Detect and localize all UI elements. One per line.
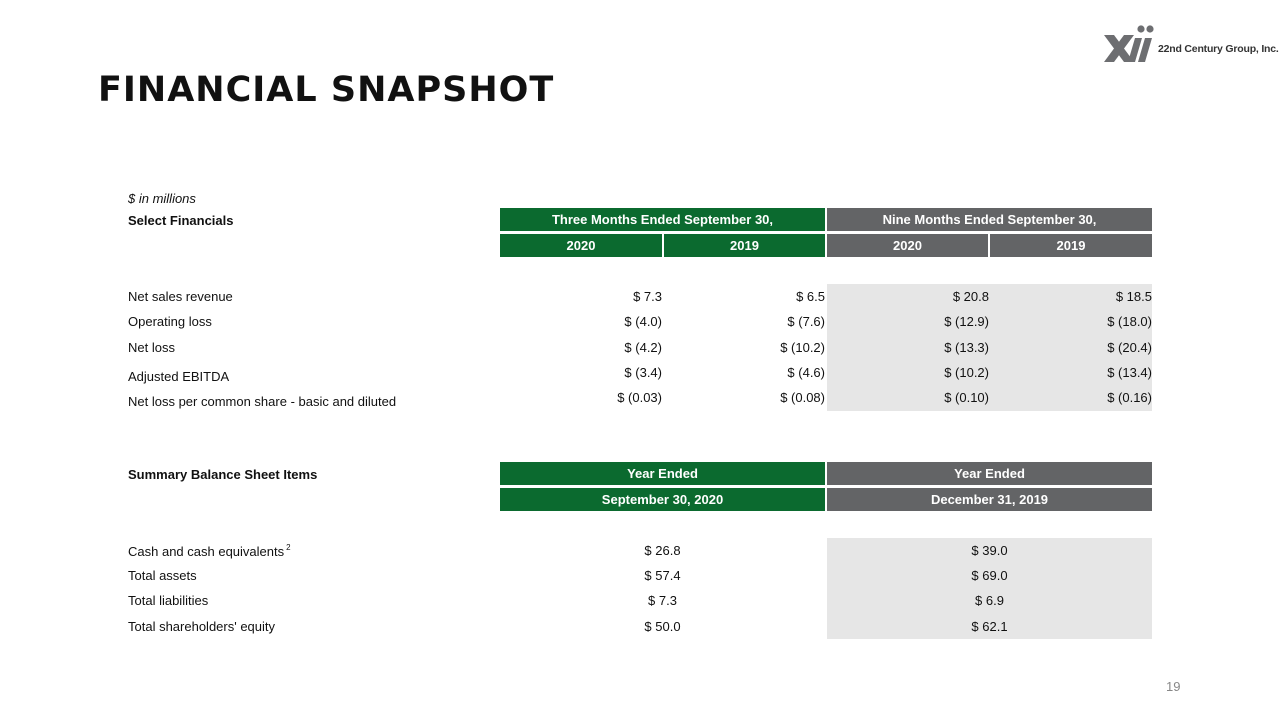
year-header: 2020 <box>827 234 988 257</box>
row-label: Cash and cash equivalents $^2$ <box>128 543 291 559</box>
row-label: Net sales revenue <box>128 289 233 304</box>
nine-months-header: Nine Months Ended September 30, <box>827 208 1152 231</box>
table-cell: $ 69.0 <box>971 568 1008 583</box>
page-title: FINANCIAL SNAPSHOT <box>98 70 555 110</box>
table-cell: $ (4.0) <box>624 314 662 329</box>
table-cell: $ (13.3) <box>944 340 989 355</box>
footnote-marker: 2 <box>286 543 291 552</box>
table-cell: $ 50.0 <box>644 619 681 634</box>
year-ended-header: Year Ended <box>500 462 825 485</box>
row-label: Operating loss <box>128 314 212 329</box>
table-cell: $ (0.16) <box>1107 390 1152 405</box>
table-cell: $ (4.6) <box>787 365 825 380</box>
table-cell: $ (4.2) <box>624 340 662 355</box>
year-header: 2019 <box>664 234 825 257</box>
row-label: Total shareholders' equity <box>128 619 276 634</box>
logo-mark-icon <box>1100 22 1160 66</box>
table-cell: $ (18.0) <box>1107 314 1152 329</box>
table-cell: $ (7.6) <box>787 314 825 329</box>
table-cell: $ (0.08) <box>780 390 825 405</box>
year-ended-header: Year Ended <box>827 462 1152 485</box>
balance-sheet-label: Summary Balance Sheet Items <box>128 467 318 482</box>
year-header: 2019 <box>990 234 1152 257</box>
table-cell: $ 57.4 <box>644 568 681 583</box>
date-header: September 30, 2020 <box>500 488 825 511</box>
table-cell: $ 62.1 <box>971 619 1008 634</box>
table-cell: $ 20.8 <box>952 289 989 304</box>
table-cell: $ 18.5 <box>1115 289 1152 304</box>
units-note: $ in millions <box>128 191 196 206</box>
table-cell: $ 7.3 <box>633 289 662 304</box>
row-label: Net loss <box>128 340 175 355</box>
row-label: Total liabilities <box>128 593 209 608</box>
company-logo <box>1100 22 1279 66</box>
table-cell: $ (12.9) <box>944 314 989 329</box>
table-cell: $ (0.03) <box>617 390 662 405</box>
three-months-header: Three Months Ended September 30, <box>500 208 825 231</box>
select-financials-label: Select Financials <box>128 213 234 228</box>
row-label: Adjusted EBITDA <box>128 369 230 384</box>
table-cell: $ 6.5 <box>796 289 825 304</box>
date-header: December 31, 2019 <box>827 488 1152 511</box>
page-number: 19 <box>1166 679 1181 694</box>
table-cell: $ 6.9 <box>975 593 1004 608</box>
table-cell: $ (20.4) <box>1107 340 1152 355</box>
table-cell: $ 7.3 <box>648 593 677 608</box>
table-cell: $ (0.10) <box>944 390 989 405</box>
row-label: Total assets <box>128 568 197 583</box>
logo-text: 22nd Century Group, Inc. <box>1158 43 1279 55</box>
table-cell: $ 39.0 <box>971 543 1008 558</box>
year-header: 2020 <box>500 234 662 257</box>
row-label: Net loss per common share - basic and diluted <box>128 394 397 409</box>
table-cell: $ (10.2) <box>944 365 989 380</box>
table-cell: $ (13.4) <box>1107 365 1152 380</box>
table-cell: $ 26.8 <box>644 543 681 558</box>
table-cell: $ (3.4) <box>624 365 662 380</box>
table-cell: $ (10.2) <box>780 340 825 355</box>
